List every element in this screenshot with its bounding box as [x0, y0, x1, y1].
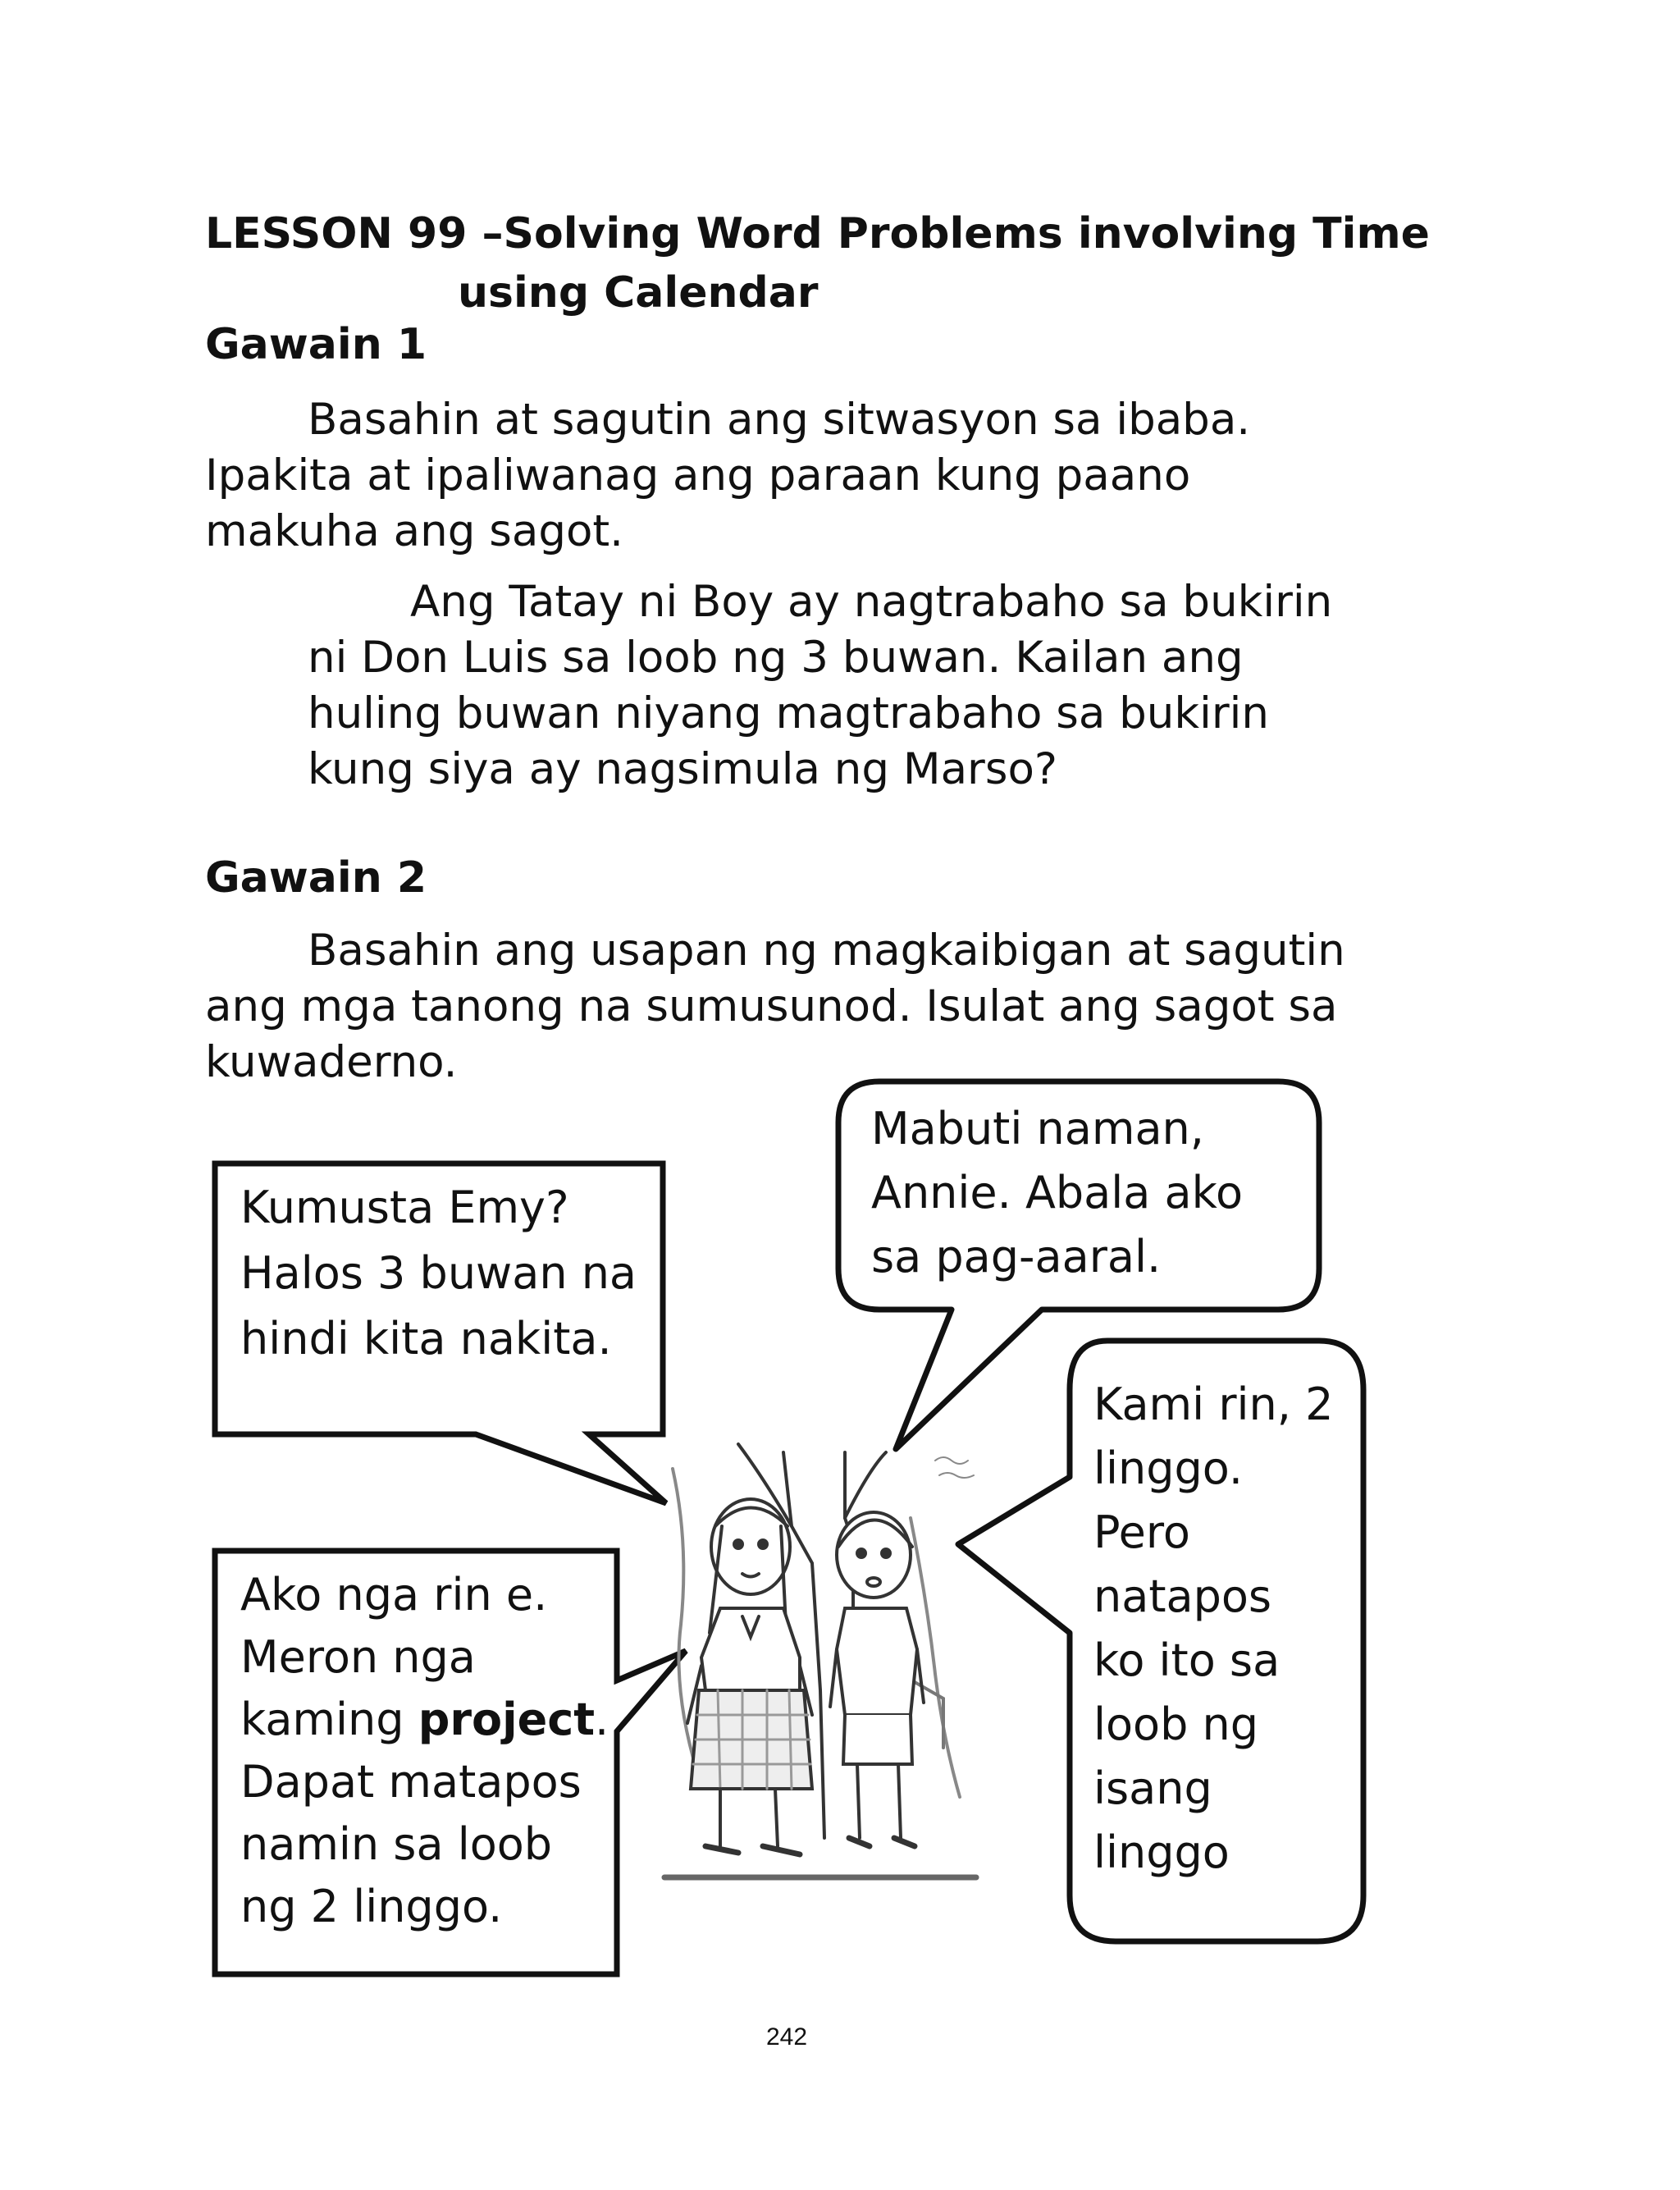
lesson-title-line1: LESSON 99 –Solving Word Problems involving Time	[205, 209, 1430, 258]
gawain2-heading: Gawain 2	[205, 853, 427, 903]
problem-line2: ni Don Luis sa loob ng 3 buwan. Kailan ang	[308, 633, 1244, 683]
bubble-emy-2-line7: isang	[1093, 1763, 1212, 1814]
bubble-emy-2-line2: linggo.	[1093, 1442, 1244, 1494]
bubble-annie-2-line5: namin sa loob	[240, 1818, 553, 1870]
bubble-emy-2-line5: ko ito sa	[1093, 1634, 1281, 1686]
bubble-annie-1-line3: hindi kita nakita.	[240, 1313, 612, 1365]
problem-line4: kung siya ay nagsimula ng Marso?	[308, 744, 1058, 794]
bubble-emy-1-line2: Annie. Abala ako	[871, 1167, 1243, 1218]
gawain1-instruction-line2: Ipakita at ipaliwanag ang paraan kung paano	[205, 450, 1191, 501]
gawain1-instruction-line3: makuha ang sagot.	[205, 506, 624, 556]
two-girls-illustration	[664, 1444, 976, 1877]
bubble-emy-1-line3: sa pag-aaral.	[871, 1231, 1162, 1282]
bubble-emy-2-line8: linggo	[1093, 1827, 1230, 1878]
bubble-annie-2-line3-suffix: .	[595, 1694, 609, 1745]
gawain2-instruction-line3: kuwaderno.	[205, 1037, 458, 1087]
bubble-emy-2-line4: natapos	[1093, 1570, 1272, 1622]
bubble-annie-2-project-word: project	[418, 1694, 596, 1745]
bubble-emy-2-line6: loob ng	[1093, 1699, 1259, 1750]
bubble-annie-2-line6: ng 2 linggo.	[240, 1881, 503, 1932]
bubble-emy-2-line1: Kami rin, 2	[1093, 1378, 1334, 1430]
bubble-emy-1-line1: Mabuti naman,	[871, 1103, 1204, 1154]
page-number: 242	[766, 2023, 808, 2051]
bubble-emy-2-text	[1091, 1372, 1358, 1938]
bubble-annie-1-line2: Halos 3 buwan na	[240, 1247, 637, 1299]
problem-line1: Ang Tatay ni Boy ay nagtrabaho sa bukirin	[410, 577, 1333, 627]
gawain2-instruction-line1: Basahin ang usapan ng magkaibigan at sagutin	[308, 926, 1345, 976]
bubble-annie-2-line4: Dapat matapos	[240, 1756, 582, 1808]
bubble-annie-1-line1: Kumusta Emy?	[240, 1182, 569, 1233]
gawain1-instruction-line1: Basahin at sagutin ang sitwasyon sa ibaba.	[308, 395, 1251, 445]
lesson-title-line2: using Calendar	[458, 268, 819, 318]
gawain2-instruction-line2: ang mga tanong na sumusunod. Isulat ang sagot sa	[205, 981, 1338, 1031]
bubble-annie-2-line3-prefix: kaming	[240, 1694, 418, 1745]
bubble-emy-2-line3: Pero	[1093, 1506, 1190, 1558]
gawain1-heading: Gawain 1	[205, 320, 427, 369]
problem-line3: huling buwan niyang magtrabaho sa bukirin	[308, 688, 1269, 738]
bubble-annie-2-line3	[240, 1687, 609, 1753]
bubble-annie-2-line1: Ako nga rin e.	[240, 1569, 548, 1621]
bubble-annie-2-line2: Meron nga	[240, 1631, 476, 1683]
